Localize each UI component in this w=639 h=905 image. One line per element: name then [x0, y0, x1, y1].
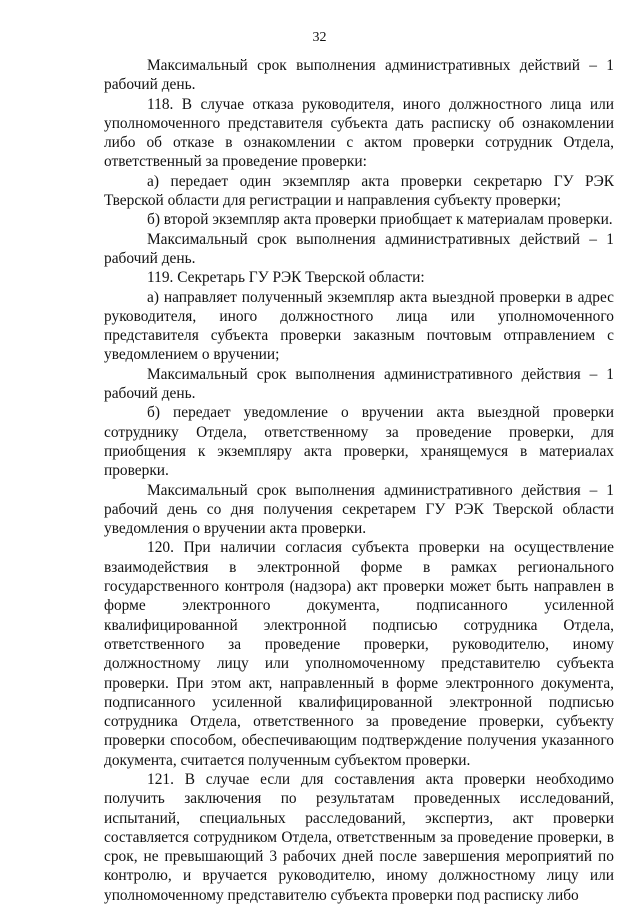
paragraph-119: 119. Секретарь ГУ РЭК Тверской области: [147, 269, 425, 287]
paragraph-120: 120. При наличии согласия субъекта проверки на осуществление взаимодействия в электронной форме в рамках регионального государственного контроля (надзора) акт проверки может быть направлен в форме электронного документа, подписанного усиленной квалифицированной электронной подписью сотрудника Отдела, ответственного за проведение проверки, руководителю, иному должностному лицу или уполномоченному представителю субъекта проверки. При этом акт, направленный в форме электронного документа, подписанного усиленной квалифицированной электронной подписью сотрудника Отдела, ответственного за проведение проверки, субъекту проверки способом, обеспечивающим подтверждение получения указанного документа, считается полученным субъектом проверки. [104, 539, 614, 769]
list-item-b: б) второй экземпляр акта проверки приобщает к материалам проверки. [147, 211, 613, 229]
paragraph-118: 118. В случае отказа руководителя, иного должностного лица или уполномоченного представителя субъекта дать расписку об ознакомлении либо об отказе в ознакомлении с актом проверки сотрудник Отдела, ответственный за проведение проверки: [104, 95, 614, 171]
list-item-a: а) направляет полученный экземпляр акта выездной проверки в адрес руководителя, иного должностного лица или уполномоченного представителя субъекта проверки заказным почтовым отправлением с уведомлением о вручении; [104, 288, 614, 364]
list-item-a: а) передает один экземпляр акта проверки секретарю ГУ РЭК Тверской области для регистрации и направления субъекту проверки; [104, 172, 614, 210]
paragraph: Максимальный срок выполнения административного действия – 1 рабочий день со дня получения секретарем ГУ РЭК Тверской области уведомления о вручении акта проверки. [104, 481, 614, 538]
document-body [104, 56, 614, 905]
list-item-b: б) передает уведомление о вручении акта выездной проверки сотруднику Отдела, ответственному за проведение проверки, для приобщения к экземпляру акта проверки, хранящемуся в материалах проверки. [104, 404, 614, 480]
paragraph: Максимальный срок выполнения административных действий – 1 рабочий день. [104, 57, 614, 94]
page-number: 32 [312, 30, 327, 45]
paragraph: Максимальный срок выполнения административных действий – 1 рабочий день. [104, 230, 614, 267]
paragraph: Максимальный срок выполнения административного действия – 1 рабочий день. [104, 365, 614, 403]
paragraph-121: 121. В случае если для составления акта проверки необходимо получить заключения по результатам проведенных исследований, испытаний, специальных расследований, экспертиз, акт проверки составляется сотрудником Отдела, ответственным за проведение проверки, в срок, не превышающий 3 рабочих дней после завершения мероприятий по контролю, и вручается руководителю, иному должностному лицу или уполномоченному представителю субъекта проверки под расписку либо [104, 770, 614, 904]
